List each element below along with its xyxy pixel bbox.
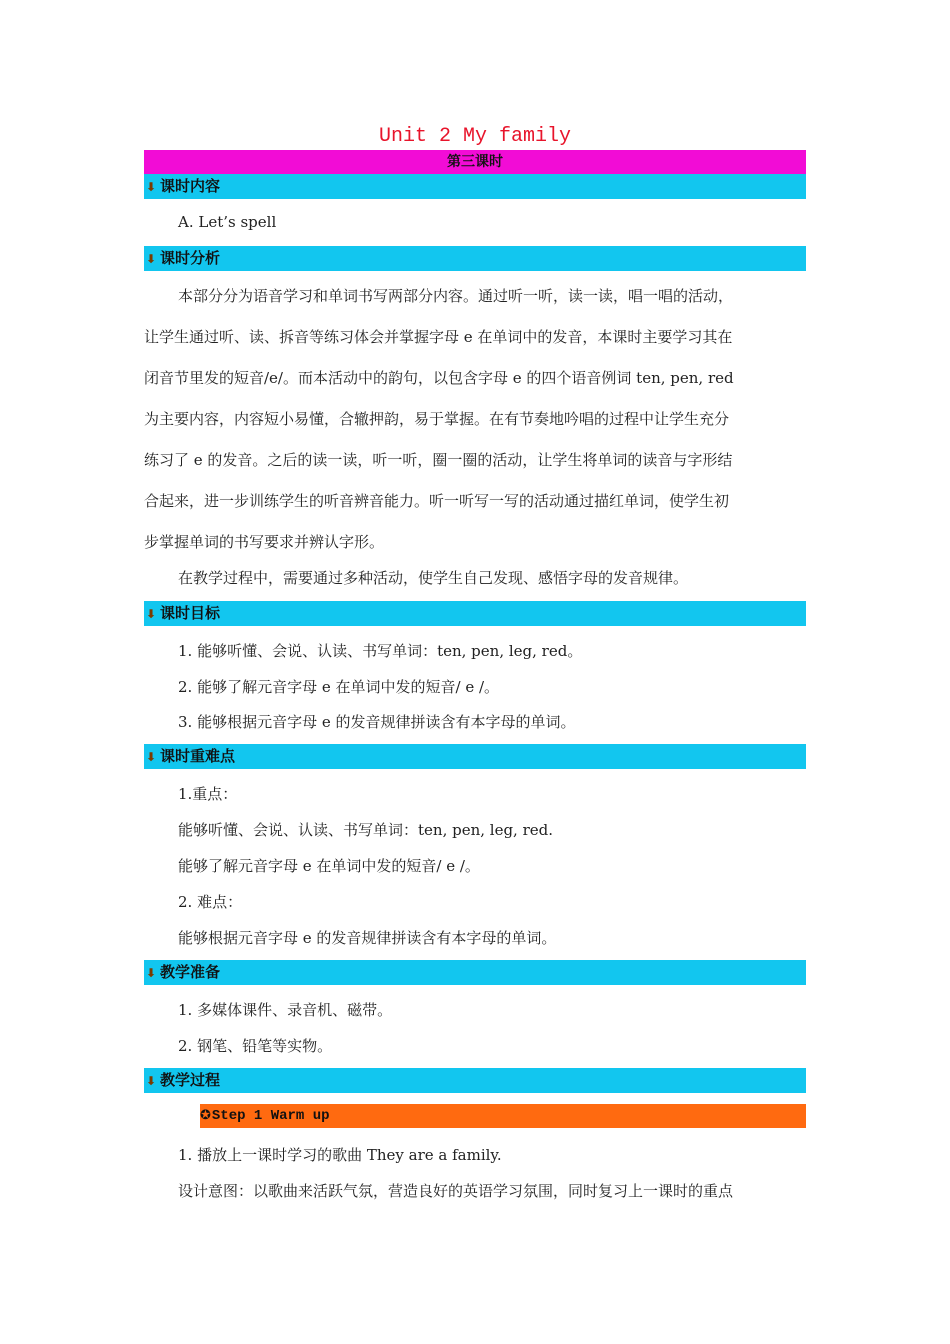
step-title: Step 1 Warm up [211,1108,330,1124]
key-point-item: 能够听懂、会说、认读、书写单词：ten, pen, leg, red. [178,821,554,839]
analysis-line: 在教学过程中，需要通过多种活动，使学生自己发现、感悟字母的发音规律。 [178,569,689,587]
analysis-line: 合起来，进一步训练学生的听音辨音能力。听一听写一写的活动通过描红单词，使学生初 [144,492,730,510]
lesson-bar: 第三课时 [144,150,806,174]
preparation-item: 1. 多媒体课件、录音机、磁带。 [178,1001,393,1019]
analysis-line: 让学生通过听、读、拆音等练习体会并掌握字母 e 在单词中的发音，本课时主要学习其在 [144,328,733,346]
goal-item: 1. 能够听懂、会说、认读、书写单词：ten, pen, leg, red。 [178,642,583,660]
key-point-item: 能够了解元音字母 e 在单词中发的短音/ e /。 [178,857,480,875]
goal-item: 2. 能够了解元音字母 e 在单词中发的短音/ e /。 [178,678,500,696]
down-arrow-icon: ⬇ [145,966,157,980]
analysis-line: 为主要内容，内容短小易懂，合辙押韵，易于掌握。在有节奏地吟唱的过程中让学生充分 [144,410,730,428]
content-text: A. Let’s spell [178,213,277,231]
step-bar [200,1104,806,1128]
key-point-item: 1.重点： [178,785,238,803]
circle-arrow-icon: ✪ [200,1108,211,1123]
goal-item: 3. 能够根据元音字母 e 的发音规律拼读含有本字母的单词。 [178,713,576,731]
analysis-line: 练习了 e 的发音。之后的读一读，听一听，圈一圈的活动，让学生将单词的读音与字形结 [144,451,733,469]
key-point-item: 2. 难点： [178,893,243,911]
section-header-preparation [144,960,806,985]
down-arrow-icon: ⬇ [145,252,157,266]
section-title: 教学过程 [160,1071,221,1089]
page-title: Unit 2 My family [378,125,572,148]
section-header-key-points [144,744,806,769]
section-title: 课时分析 [160,249,221,267]
analysis-line: 本部分分为语音学习和单词书写两部分内容。通过听一听，读一读，唱一唱的活动， [178,287,734,305]
section-title: 课时内容 [160,177,221,195]
analysis-line: 闭音节里发的短音/e/。而本活动中的韵句，以包含字母 e 的四个语音例词 ten, pen, red [144,369,734,387]
analysis-line: 步掌握单词的书写要求并辨认字形。 [144,533,385,551]
down-arrow-icon: ⬇ [145,750,157,764]
process-line: 设计意图：以歌曲来活跃气氛，营造良好的英语学习氛围，同时复习上一课时的重点 [178,1182,734,1200]
section-title: 教学准备 [160,963,221,981]
section-header-process [144,1068,806,1093]
process-line: 1. 播放上一课时学习的歌曲 They are a family. [178,1146,502,1164]
down-arrow-icon: ⬇ [145,180,157,194]
down-arrow-icon: ⬇ [145,1074,157,1088]
preparation-item: 2. 钢笔、铅笔等实物。 [178,1037,333,1055]
key-point-item: 能够根据元音字母 e 的发音规律拼读含有本字母的单词。 [178,929,557,947]
section-title: 课时目标 [160,604,221,622]
section-header-goals [144,601,806,626]
section-header-content [144,174,806,199]
section-header-analysis [144,246,806,271]
down-arrow-icon: ⬇ [145,607,157,621]
section-title: 课时重难点 [160,747,236,765]
